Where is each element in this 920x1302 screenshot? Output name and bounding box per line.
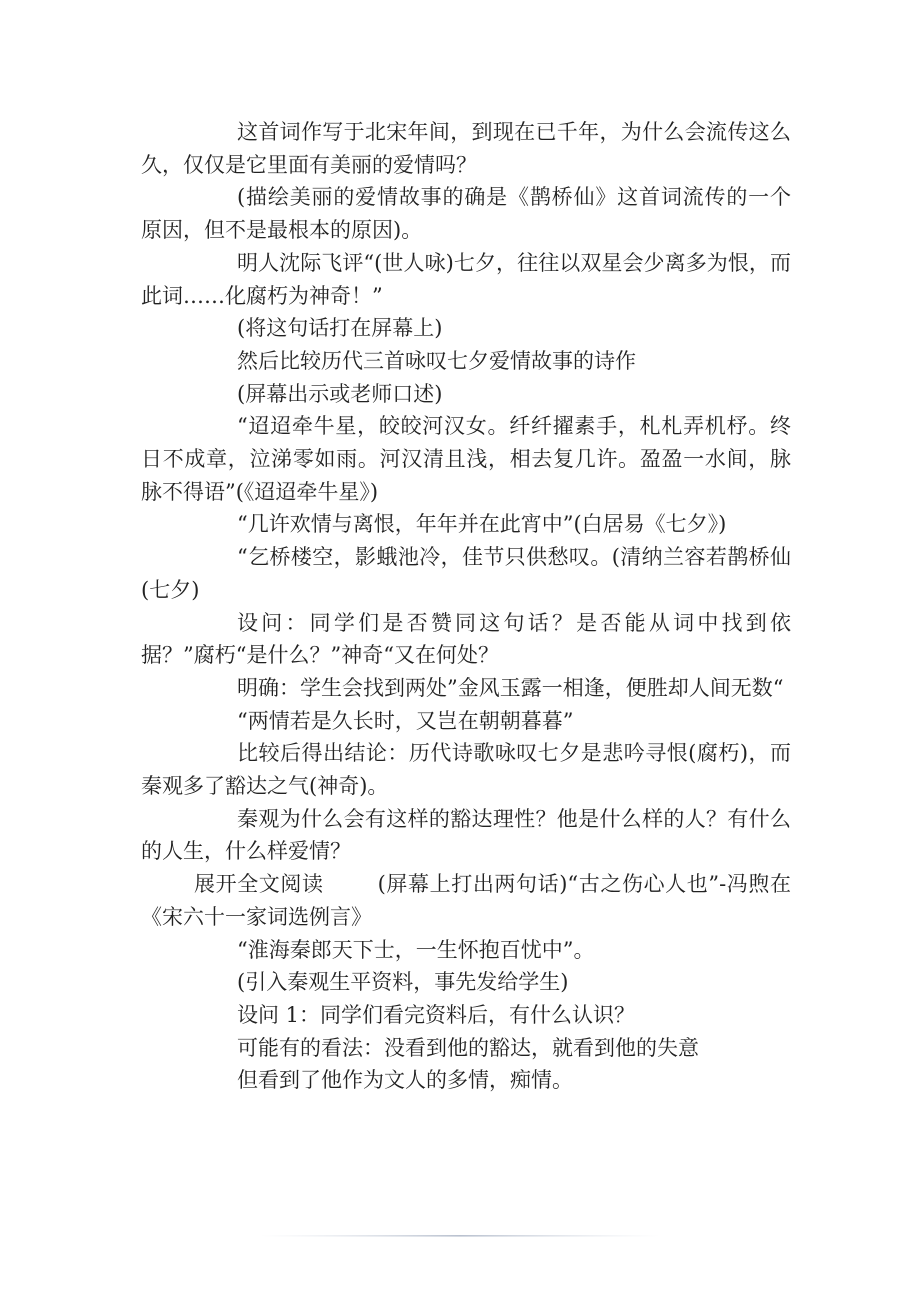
read-more-text: (屏幕上打出两句话)“古之伤心人也”-冯煦在《宋六十一家词选例言》	[141, 872, 792, 929]
footer-divider-line	[260, 1232, 660, 1240]
paragraph-2: (描绘美丽的爱情故事的确是《鹊桥仙》这首词流传的一个原因，但不是最根本的原因)。	[141, 185, 791, 243]
read-more-heading: 展开全文阅读	[194, 872, 324, 897]
paragraph-14: 秦观为什么会有这样的豁达理性？他是什么样的人？有什么的人生，什么样爱情？	[141, 806, 791, 864]
read-paragraph	[141, 868, 791, 933]
paragraph-5: 然后比较历代三首咏叹七夕爱情故事的诗作	[237, 348, 636, 373]
document-body	[141, 116, 791, 1097]
paragraph-13: 比较后得出结论：历代诗歌咏叹七夕是悲吟寻恨(腐朽)，而秦观多了豁达之气(神奇)。	[141, 741, 791, 799]
paragraph-8: “几许欢情与离恨，年年并在此宵中”(白居易《七夕》)	[237, 512, 727, 537]
footer-divider	[0, 1232, 920, 1246]
paragraph-11: 明确：学生会找到两处”金风玉露一相逢，便胜却人间无数“	[237, 675, 784, 700]
paragraph-1: 这首词作写于北宋年间，到现在已千年，为什么会流传这么久，仅仅是它里面有美丽的爱情吗？	[141, 120, 791, 177]
paragraph-17: 设问 1：同学们看完资料后，有什么认识？	[237, 1002, 636, 1027]
paragraph-4: (将这句话打在屏幕上)	[237, 316, 443, 341]
paragraph-15: “淮海秦郎天下士，一生怀抱百忧中”。	[237, 937, 595, 962]
paragraph-9: “乞桥楼空，影蛾池冷，佳节只供愁叹。(清纳兰容若鹊桥仙(七夕)	[141, 545, 791, 602]
paragraph-18: 可能有的看法：没看到他的豁达，就看到他的失意	[237, 1035, 699, 1060]
paragraph-16: (引入秦观生平资料，事先发给学生)	[237, 970, 569, 995]
paragraph-3: 明人沈际飞评“(世人咏)七夕，往往以双星会少离多为恨，而此词……化腐朽为神奇！”	[141, 250, 791, 308]
paragraph-12: “两情若是久长时，又岂在朝朝暮暮”	[237, 708, 574, 733]
paragraph-6: (屏幕出示或老师口述)	[237, 381, 443, 406]
paragraph-19: 但看到了他作为文人的多情，痴情。	[237, 1068, 573, 1093]
paragraph-7: “迢迢牵牛星，皎皎河汉女。纤纤擢素手，札札弄机杼。终日不成章，泣涕零如雨。河汉清且浅，相去复几许。盈盈一水间，脉脉不得语”(《迢迢牵牛星》)	[141, 414, 791, 504]
paragraph-10: 设问：同学们是否赞同这句话？是否能从词中找到依据？”腐朽“是什么？”神奇“又在何处？	[141, 610, 791, 668]
